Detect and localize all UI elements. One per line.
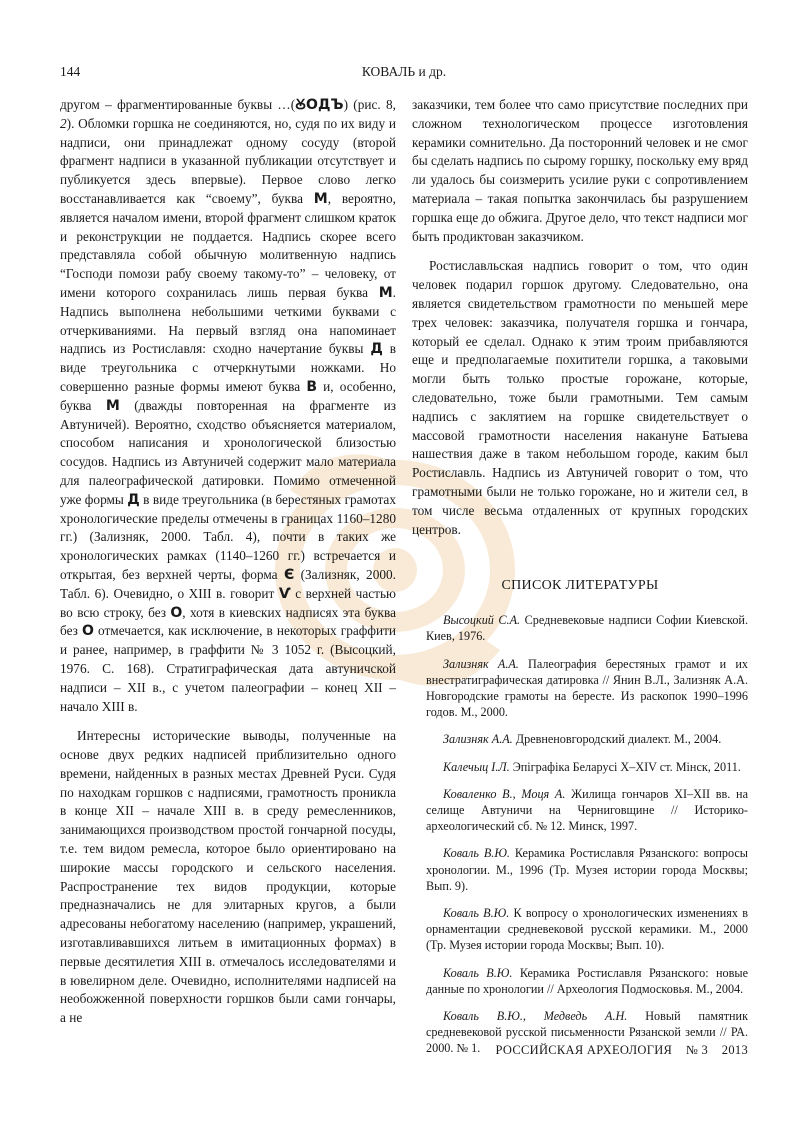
reference-author: Зализняк А.А. <box>443 732 513 747</box>
reference-item <box>412 731 748 747</box>
reference-text: Эпіграфіка Беларусі X–XIV ст. Мінск, 2011. <box>509 759 741 774</box>
reference-text: Керамика Ростиславля Рязанского: вопросы хронологии. М., 1996 (Тр. Музея истории города Москвы; Вып. 9). <box>426 846 748 893</box>
slavonic-letter: В <box>306 378 317 395</box>
journal-title: РОССИЙСКАЯ АРХЕОЛОГИЯ <box>495 1043 673 1057</box>
slavonic-letter: М <box>105 397 120 414</box>
running-header <box>60 64 748 84</box>
reference-item <box>412 905 748 954</box>
reference-text: Палеография берестяных грамот и их внестратиграфическая датировка // Янин В.Л., Зализняк А.А. Новгородские грамоты на бересте. Из раскопок 1990–1996 годов. М., 2000. <box>426 656 748 720</box>
running-header-authors: КОВАЛЬ и др. <box>361 64 447 79</box>
issue-number: № 3 <box>685 1043 709 1057</box>
publication-year: 2013 <box>721 1043 748 1057</box>
reference-item <box>412 845 748 894</box>
text-run: . Надпись выполнена небольшими четкими буквами с отчеркиваниями. На первый взгляд она напоминает надпись из Ростиславля: сходно начертание буквы <box>60 284 396 357</box>
slavonic-letter: ОДЪ <box>306 97 344 113</box>
reference-text: Жилища гончаров XI–XII вв. на селище Автуничи на Черниговщине // Историко-археологический сб. № 12. Минск, 1997. <box>426 786 748 834</box>
slavonic-letter: Д <box>127 491 140 508</box>
text-run: в виде треугольника с отчеркнутыми ножками. Но совершенно разные формы имеют буква <box>60 341 396 394</box>
reference-text: Новый памятник средневековой русской письменности Рязанской земли // РА. 2000. № 1. <box>426 1008 748 1056</box>
text-run: ). Обломки горшка не соединяются, но, судя по их виду и надписи, они принадлежат одному сосуду (второй фрагмент надписи в указанной публикации отсутствует и публикуется здесь впервые). Первое слово легко восстанавливается как “своему”, буква <box>60 115 396 206</box>
reference-text: К вопросу о хронологических изменениях в орнаментации средневековой русской керамики. М., 2000 (Тр. Музея истории города Москвы; Вып. 10). <box>426 905 748 953</box>
slavonic-letter: М <box>313 190 328 207</box>
slavonic-letter: Ꙋ <box>295 97 307 113</box>
reference-item <box>412 965 748 997</box>
slavonic-letter: О <box>170 604 183 621</box>
left-column <box>60 96 396 1028</box>
references-list <box>412 612 748 1056</box>
slavonic-letter: Ѵ <box>278 585 291 602</box>
text-run: другом – фрагментированные буквы …( <box>60 97 296 112</box>
slavonic-letter: Д <box>370 341 383 358</box>
reference-text: Древненовгородский диалект. М., 2004. <box>512 732 722 747</box>
reference-item <box>412 759 748 775</box>
reference-text: Средневековые надписи Софии Киевской. Киев, 1976. <box>426 613 748 644</box>
reference-author: Коваль В.Ю. <box>443 846 510 861</box>
page-number: 144 <box>60 64 81 79</box>
right-column <box>412 96 748 1057</box>
paragraph-continued <box>60 96 396 716</box>
text-run: с верхней частью во всю строку, без <box>60 585 396 620</box>
slavonic-letter: М <box>378 284 393 301</box>
reference-item <box>412 656 748 721</box>
text-run: (Зализняк, 2000. Табл. 6). Очевидно, о XIII в. говорит <box>60 566 396 601</box>
text-run: , хотя в киевских надписях эта буква без <box>60 604 396 639</box>
text-run: ) (рис. 8, <box>343 97 396 112</box>
text-run: и, особенно, буква <box>60 378 396 413</box>
text-run: в виде треугольника (в берестяных грамотах хронологические пределы отмечены в границах 1160–1280 гг.) (Зализняк, 2000. Табл. 4), почти в таких же хронологических рамках (1140–1260 гг.) встречается и открытая, без верхней черты, форма <box>60 491 396 582</box>
slavonic-letter: Є <box>283 566 295 583</box>
reference-text: Керамика Ростиславля Рязанского: новые данные по хронологии // Археология Подмосковья. М., 2004. <box>426 965 748 996</box>
figure-ref-italic: 2 <box>60 115 67 131</box>
reference-author: Коваль В.Ю., Медведь А.Н. <box>443 1008 628 1023</box>
reference-author: Коваленко В., Моця А. <box>443 786 566 801</box>
text-run: , вероятно, является началом имени, второй фрагмент слишком краток и реконструкции не поддается. Надпись скорее всего представляла собой обычную молитвенную надпись “Господи помози рабу своему такому-то” – человеку, от имени которого сохранилась лишь первая буква <box>60 190 396 300</box>
paragraph-historical-conclusions: Интересны исторические выводы, полученные на основе двух редких надписей приблизительно одного времени, найденных в разных местах Древней Руси. Судя по находкам горшков с надписями, грамотность проникла в конце XII – начале XIII в. в среду ремесленников, занимающихся производством простой гончарной посуды, т.е. тем видом ремесла, которое было ориентировано на широкие массы городского и сельского населения. Распространение тех видов продукции, которые предназначались не для элитарных кругов, а были адресованы небогатому населению (например, украшений, изготавливавшихся литьем в имитационных формах) в первые десятилетия XIII в. отмечалось исследователями и в ювелирном деле. Очевидно, исполнителями надписей на необожженной поверхности горшков были сами гончары, а не <box>60 728 396 1026</box>
reference-author: Зализняк А.А. <box>443 656 519 671</box>
reference-item <box>412 612 748 644</box>
reference-author: Коваль В.Ю. <box>443 965 513 980</box>
reference-author: Коваль В.Ю. <box>443 905 510 920</box>
reference-author: Высоцкий С.А. <box>443 613 521 628</box>
text-run: отмечается, как исключение, в некоторых граффити и ранее, например, в граффити № 3 1052 г. (Высоцкий, 1976. С. 168). Стратиграфическая дата автуничской надписи – XII в., с учетом палеографии – конец XII – начало XIII в. <box>60 623 396 714</box>
paragraph-rostislavl-inscription: Ростиславльская надпись говорит о том, что один человек подарил горшок другому. Следовательно, она является свидетельством грамотности по меньшей мере трех человек: заказчика, получателя горшка и гончара, который ее сделал. Однако к этим троим прибавляются еще и предполагаемые похитители горшка, а таковыми могли быть только простые горожане, которые, следовательно, тоже были грамотными. Тем самым надпись с заклятием на горшке свидетельствует о массовой грамотности населения накануне Батыева нашествия даже в таком небольшом городе, каким был Ростиславль. Надпись из Автуничей говорит о том, что грамотными были не только горожане, но и жители сел, в том числе весьма отдаленных от крупных городских центров. <box>412 258 748 537</box>
text-run: (дважды повторенная на фрагменте из Автуничей). Вероятно, сходство объясняется материалом, способом написания и хронологической близостью сосудов. Надпись из Автуничей содержит мало материала для палеографической датировки. Помимо отмеченной уже формы <box>60 397 396 507</box>
references-heading: СПИСОК ЛИТЕРАТУРЫ <box>501 578 659 594</box>
running-footer <box>495 1043 748 1058</box>
reference-item <box>412 786 748 835</box>
paragraph-continued-right: заказчики, тем более что само присутствие последних при сложном технологическом процессе изготовления керамики сомнительно. Да посторонний человек и не смог бы сделать надпись по сырому горшку, поскольку ему вряд ли удалось бы соизмерить усилие руки с сопротивлением материала – такая попытка закончилась бы разрушением горшка еще до обжига. Другое дело, что текст надписи мог быть продиктован заказчиком. <box>412 97 748 244</box>
slavonic-letter: О <box>82 623 94 640</box>
reference-author: Калечыц I.Л. <box>443 759 510 774</box>
